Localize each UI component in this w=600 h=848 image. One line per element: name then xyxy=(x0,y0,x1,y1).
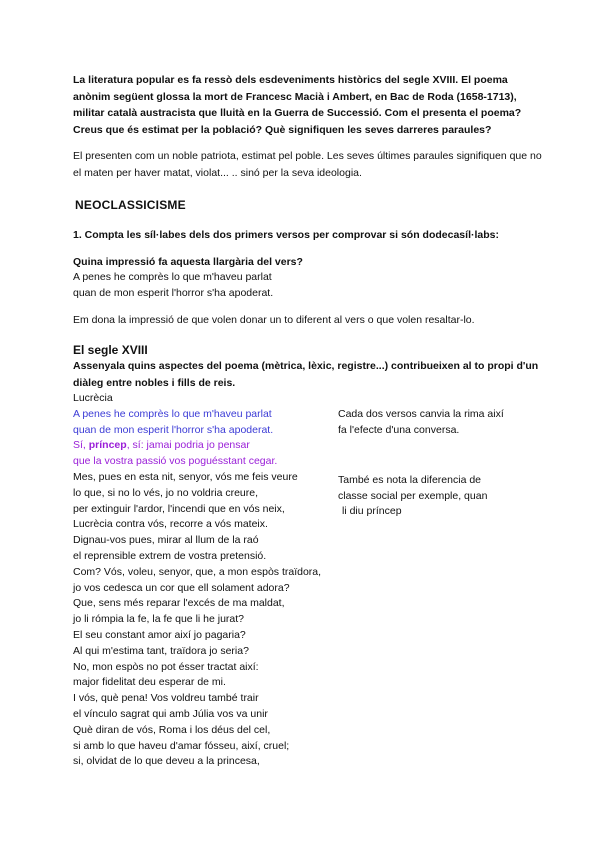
poem-line: si amb lo que haveu d'amar fósseu, així, cruel; xyxy=(73,739,290,752)
neoclassicisme-question-1: 1. Compta les síl·labes dels dos primers versos per comprovar si són dodecasíl·labs: xyxy=(73,229,499,241)
note-line: També es nota la diferencia de xyxy=(338,473,482,486)
poem-line: Dignau-vos pues, mirar al llum de la raó xyxy=(73,534,259,547)
poem-line: Lucrècia contra vós, recorre a vós mateix. xyxy=(73,518,268,531)
poem-line: Al qui m'estima tant, traïdora jo seria? xyxy=(73,644,249,657)
poem-line: el reprensible extrem de vostra pretensió. xyxy=(73,550,267,563)
highlighted-word: príncep xyxy=(88,439,127,452)
note-line: fa l'efecte d'una conversa. xyxy=(338,423,460,436)
note-rhyme xyxy=(338,407,504,439)
note-line: Cada dos versos canvia la rima així xyxy=(338,407,504,420)
poem-line: El seu constant amor així jo pagaria? xyxy=(73,629,246,642)
poem-line: el vínculo sagrat qui amb Júlia vos va unir xyxy=(73,708,268,721)
poem-line: Com? Vós, voleu, senyor, que, a mon espòs traïdora, xyxy=(73,565,322,578)
poem-line: No, mon espòs no pot ésser tractat així: xyxy=(73,660,259,673)
poem-line: jo vos cedesca un cor que ell solament adora? xyxy=(73,581,290,594)
intro-answer: El presenten com un noble patriota, estimat pel poble. Les seves últimes paraules signifiquen que no el maten per haver matat, violat... .. sinó per la seva ideologia. xyxy=(73,150,542,179)
poem-line-blue: quan de mon esperit l'horror s'ha apoderat. xyxy=(73,423,274,436)
poem-line-part: , sí: jamai podria jo pensar xyxy=(126,439,250,452)
poem-line: Què diran de vós, Roma i los déus del cel, xyxy=(73,723,271,736)
neoclassicisme-answer: Em dona la impressió de que volen donar un to diferent al vers o que volen resaltar-lo. xyxy=(73,313,475,326)
poem-line: major fidelitat deu esperar de mi. xyxy=(73,676,226,689)
poem-line: Que, sens més reparar l'excés de ma maldat, xyxy=(73,597,285,610)
note-line: li diu príncep xyxy=(342,505,402,518)
verse-line: A penes he comprès lo que m'haveu parlat xyxy=(73,271,272,283)
speaker-name: Lucrècia xyxy=(73,392,113,405)
section-heading-segle-xviii: El segle XVIII xyxy=(73,343,148,358)
poem-line-purple: que la vostra passió vos poguésstant cegar. xyxy=(73,455,278,468)
note-social-class xyxy=(338,473,487,520)
poem-line: jo li rómpia la fe, la fe que li he jurat? xyxy=(73,613,245,626)
poem-line: I vós, què pena! Vos voldreu també trair xyxy=(73,692,259,705)
section-heading-neoclassicisme: NEOCLASSICISME xyxy=(75,198,186,212)
poem xyxy=(73,407,543,770)
poem-with-notes xyxy=(73,407,543,770)
poem-line-purple xyxy=(73,438,543,454)
poem-line: per extinguir l'ardor, l'incendi que en vós neix, xyxy=(73,502,285,515)
poem-line-part: Sí, xyxy=(73,439,89,452)
neoclassicisme-question-2: Quina impressió fa aquesta llargària del vers? xyxy=(73,255,303,268)
note-line: classe social per exemple, quan xyxy=(338,489,488,502)
intro-question: La literatura popular es fa ressò dels esdeveniments històrics del segle XVIII. El poema anònim següent glossa la mort de Francesc Macià i Ambert, en Bac de Roda (1658-1713), militar català austracista que lluità en la Guerra de Successió. Com el presenta el poema? Creus que és estimat per la població? Què signifiquen les seves darreres paraules? xyxy=(73,74,522,136)
poem-line: Mes, pues en esta nit, senyor, vós me feis veure xyxy=(73,471,298,484)
poem-line-blue: A penes he comprès lo que m'haveu parlat xyxy=(73,407,272,420)
verse-line: quan de mon esperit l'horror s'ha apoderat. xyxy=(73,286,274,299)
poem-line: si, olvidat de lo que deveu a la princesa, xyxy=(73,755,260,768)
document-page xyxy=(73,72,543,770)
segle-question: Assenyala quins aspectes del poema (mètrica, lèxic, registre...) contribueixen al to propi d'un diàleg entre nobles i fills de reis. xyxy=(73,360,539,389)
poem-line: lo que, si no lo vés, jo no voldria creure, xyxy=(73,486,259,499)
